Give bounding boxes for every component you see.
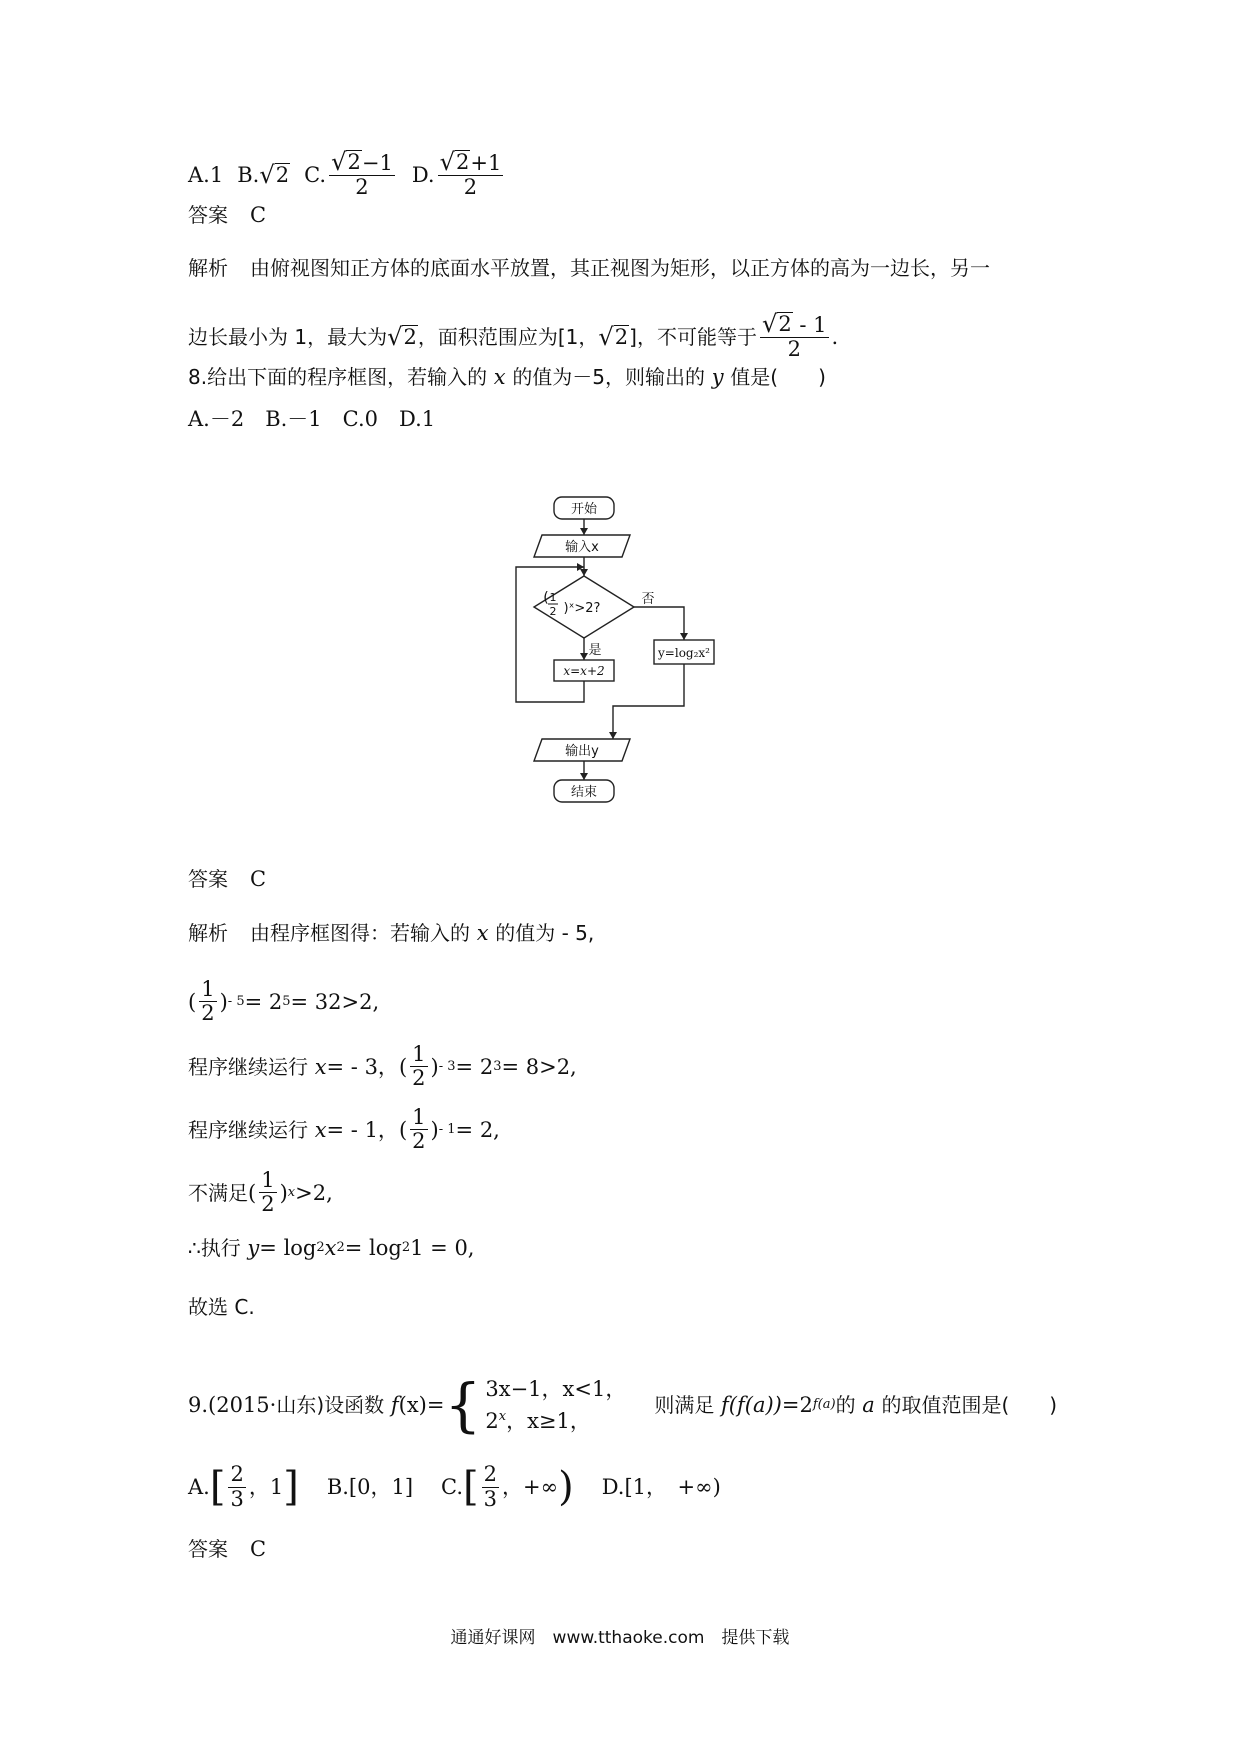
page-footer: 通通好课网 www.tthaoke.com 提供下载 <box>450 1628 790 1648</box>
q8-options: A.－2 B.－1 C.0 D.1 <box>188 407 436 431</box>
svg-text:(: ( <box>543 590 549 606</box>
explanation-8-line6: ∴执行 y = log 2 x 2 = log 2 1 = 0, <box>188 1236 475 1260</box>
flow-output-label: 输出y <box>565 744 599 759</box>
question-8: 8.给出下面的程序框图，若输入的 x 的值为－5，则输出的 y 值是( ) <box>188 365 826 389</box>
fraction: √ 2 - 1 2 <box>761 310 827 362</box>
q9-options: A. [ $\frac{2}{3}$ ，1 ] B.[0，1] C. [ $\frac{2}{3}$ ，+∞ ) D.[1， +∞) <box>188 1462 721 1511</box>
flow-condition-label: )ˣ>2? <box>563 601 601 616</box>
flow-no-label: 否 <box>641 592 655 607</box>
explanation-8-line5: 不满足 ( $\frac{1}{2}$ ) x >2, <box>188 1168 333 1217</box>
question-9: 9.(2015· 山东 )设函数 f (x)= { 3x−1，x<1， 2$^x$，x≥1， 则满足 f(f(a)) =2 f(a) 的 a 的取值范围是( ) <box>188 1371 1058 1439</box>
piecewise-function: { 3x−1，x<1， 2$^x$，x≥1， <box>444 1371 627 1439</box>
svg-text:1: 1 <box>549 591 557 604</box>
explanation-8-line1: 解析 由程序框图得：若输入的 x 的值为 - 5, <box>188 921 595 945</box>
answer-9: 答案 C <box>188 1537 267 1561</box>
sqrt-symbol: √ 2 <box>259 160 290 189</box>
flow-input-label: 输入x <box>565 540 599 555</box>
explanation-8-line3: 程序继续运行 x = - 3， ( $\frac{1}{2}$ ) - 3 = 2 3 = 8>2, <box>188 1042 577 1091</box>
answer-7: 答案 C <box>188 203 267 227</box>
flow-yes-label: 是 <box>588 643 602 658</box>
fraction: √ 2 −1 2 <box>331 148 393 200</box>
flowchart <box>500 495 740 840</box>
flow-end-label: 结束 <box>570 785 598 800</box>
explanation-7-line1: 解析 由俯视图知正方体的底面水平放置，其正视图为矩形，以正方体的高为一边长，另一 <box>188 256 990 280</box>
q7-options: A.1 B. √ 2 C. √ 2 −1 2 D. √ 2 +1 2 <box>188 148 502 200</box>
flow-start-label: 开始 <box>570 502 598 517</box>
flow-assign-label: y=log₂x² <box>658 646 710 660</box>
svg-text:2: 2 <box>549 605 557 618</box>
explanation-8-line7: 故选 C. <box>188 1295 255 1319</box>
fraction: √ 2 +1 2 <box>439 148 502 200</box>
flow-update-label: x=x+2 <box>563 664 605 678</box>
explanation-7-line2: 边长最小为 1，最大为 √ 2 ，面积范围应为[1， √ 2 ]，不可能等于 √ 2 - 1 2 . <box>188 310 839 362</box>
explanation-8-line2: ( $\frac{1}{2}$ ) - 5 = 2 5 = 32>2, <box>188 977 380 1026</box>
explanation-8-line4: 程序继续运行 x = - 1， ( $\frac{1}{2}$ ) - 1 = 2, <box>188 1105 500 1154</box>
answer-8: 答案 C <box>188 867 267 891</box>
